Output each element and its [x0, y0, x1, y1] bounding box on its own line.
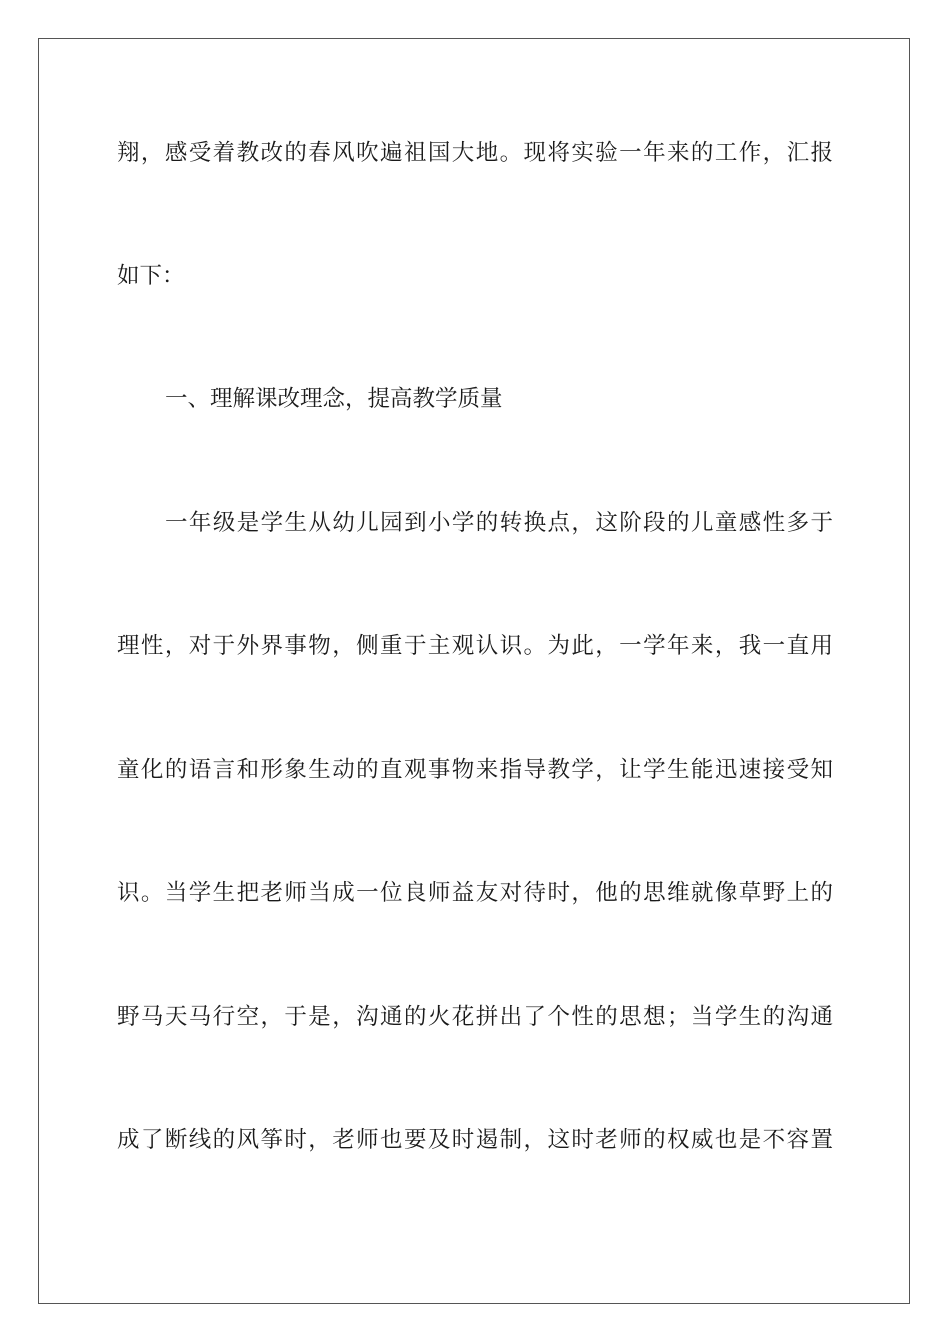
body-text-line: 野马天马行空，于是，沟通的火花拼出了个性的思想；当学生的沟通	[117, 1004, 833, 1030]
body-text-line: 翔，感受着教改的春风吹遍祖国大地。现将实验一年来的工作，汇报	[117, 140, 833, 166]
body-text-line: 识。当学生把老师当成一位良师益友对待时，他的思维就像草野上的	[117, 880, 833, 906]
body-text-line: 成了断线的风筝时，老师也要及时遏制，这时老师的权威也是不容置	[117, 1127, 833, 1153]
page-border	[38, 38, 910, 1304]
section-heading: 一、理解课改理念，提高教学质量	[165, 386, 503, 412]
body-text-line: 童化的语言和形象生动的直观事物来指导教学，让学生能迅速接受知	[117, 757, 833, 783]
body-text-line: 理性，对于外界事物，侧重于主观认识。为此，一学年来，我一直用	[117, 633, 833, 659]
body-text-line: 如下：	[117, 263, 185, 289]
paragraph-first-line: 一年级是学生从幼儿园到小学的转换点，这阶段的儿童感性多于	[165, 510, 833, 536]
